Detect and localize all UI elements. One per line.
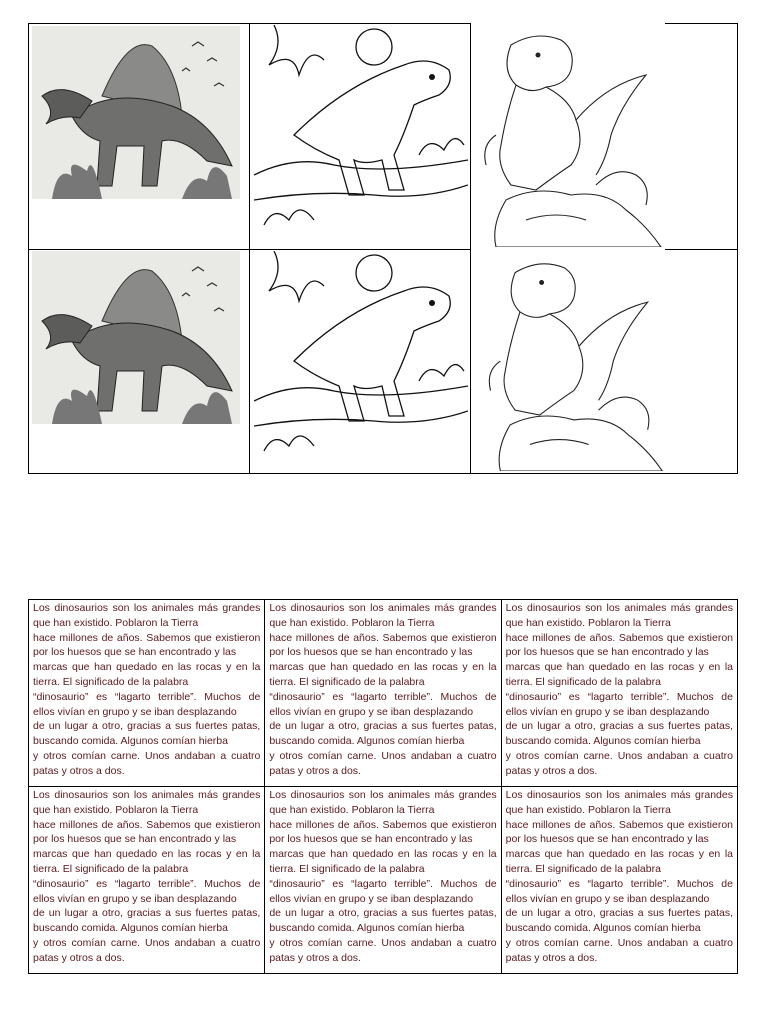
grid-border-top-left	[28, 23, 249, 24]
text-cell	[501, 787, 737, 974]
paragraph-line: marcas que han quedado en las rocas y en la tierra. El significado de la palabra	[33, 848, 261, 875]
paragraph-line: de un lugar a otro, gracias a sus fuertes patas, buscando comida. Algunos comían hierba	[33, 907, 261, 935]
text-cell	[265, 787, 501, 974]
paragraph-line: Los dinosaurios son los animales más grandes que han existido. Poblaron la Tierra	[505, 789, 733, 816]
paragraph-line: hace millones de años. Sabemos que existieron por los huesos que se han encontrado y las	[269, 818, 497, 846]
paragraph-line: “dinosaurio” es “lagarto terrible”. Muchos de ellos vivían en grupo y se iban desplazando	[505, 877, 733, 905]
text-cell	[29, 600, 265, 787]
paragraph-line: de un lugar a otro, gracias a sus fuertes patas, buscando comida. Algunos comían hierba	[269, 907, 497, 935]
text-cell	[29, 787, 265, 974]
carnotaurus-coloring-image	[476, 25, 666, 247]
dinosaur-image-grid	[28, 23, 738, 474]
spinosaurus-image	[32, 251, 240, 424]
paragraph-line: y otros comían carne. Unos andaban a cuatro patas y otros a dos.	[33, 749, 261, 777]
grid-divider-2	[470, 23, 471, 474]
paragraph-line: y otros comían carne. Unos andaban a cuatro patas y otros a dos.	[269, 936, 497, 964]
paragraph-line: marcas que han quedado en las rocas y en la tierra. El significado de la palabra	[33, 661, 261, 688]
paragraph-line: hace millones de años. Sabemos que existieron por los huesos que se han encontrado y las	[33, 631, 261, 659]
spinosaurus-image	[32, 26, 240, 199]
paragraph-line: “dinosaurio” es “lagarto terrible”. Muchos de ellos vivían en grupo y se iban desplazando	[269, 690, 497, 718]
text-cell	[501, 600, 737, 787]
paragraph-line: “dinosaurio” es “lagarto terrible”. Muchos de ellos vivían en grupo y se iban desplazando	[33, 690, 261, 718]
paragraph-line: de un lugar a otro, gracias a sus fuertes patas, buscando comida. Algunos comían hierba	[505, 907, 733, 935]
paragraph-line: y otros comían carne. Unos andaban a cuatro patas y otros a dos.	[33, 936, 261, 964]
paragraph-line: y otros comían carne. Unos andaban a cuatro patas y otros a dos.	[269, 749, 497, 777]
paragraph-line: Los dinosaurios son los animales más grandes que han existido. Poblaron la Tierra	[269, 602, 497, 629]
paragraph-line: “dinosaurio” es “lagarto terrible”. Muchos de ellos vivían en grupo y se iban desplazando	[269, 877, 497, 905]
paragraph-line: marcas que han quedado en las rocas y en la tierra. El significado de la palabra	[269, 848, 497, 875]
paragraph-line: hace millones de años. Sabemos que existieron por los huesos que se han encontrado y las	[505, 818, 733, 846]
paragraph-line: marcas que han quedado en las rocas y en la tierra. El significado de la palabra	[505, 661, 733, 688]
paragraph-line: de un lugar a otro, gracias a sus fuertes patas, buscando comida. Algunos comían hierba	[269, 720, 497, 748]
grid-row-divider-right	[665, 249, 738, 250]
trex-coloring-image	[254, 251, 468, 469]
paragraph-line: de un lugar a otro, gracias a sus fuertes patas, buscando comida. Algunos comían hierba	[505, 720, 733, 748]
carnotaurus-coloring-image	[476, 253, 672, 471]
grid-border-top-mid	[249, 23, 470, 24]
paragraph-line: hace millones de años. Sabemos que existieron por los huesos que se han encontrado y las	[505, 631, 733, 659]
grid-border-top-right	[665, 23, 738, 24]
paragraph-line: marcas que han quedado en las rocas y en la tierra. El significado de la palabra	[505, 848, 733, 875]
paragraph-line: Los dinosaurios son los animales más grandes que han existido. Poblaron la Tierra	[33, 602, 261, 629]
paragraph-line: hace millones de años. Sabemos que existieron por los huesos que se han encontrado y las	[33, 818, 261, 846]
paragraph-line: “dinosaurio” es “lagarto terrible”. Muchos de ellos vivían en grupo y se iban desplazando	[505, 690, 733, 718]
paragraph-line: “dinosaurio” es “lagarto terrible”. Muchos de ellos vivían en grupo y se iban desplazando	[33, 877, 261, 905]
paragraph-line: hace millones de años. Sabemos que existieron por los huesos que se han encontrado y las	[269, 631, 497, 659]
paragraph-line: Los dinosaurios son los animales más grandes que han existido. Poblaron la Tierra	[33, 789, 261, 816]
trex-coloring-image	[254, 25, 468, 243]
grid-row-divider-mid	[249, 249, 470, 250]
paragraph-line: Los dinosaurios son los animales más grandes que han existido. Poblaron la Tierra	[269, 789, 497, 816]
grid-border-bottom	[28, 473, 738, 474]
paragraph-line: y otros comían carne. Unos andaban a cuatro patas y otros a dos.	[505, 936, 733, 964]
text-row	[29, 787, 738, 974]
text-cell	[265, 600, 501, 787]
grid-row-divider-left	[28, 249, 249, 250]
dinosaur-text-grid	[28, 599, 738, 974]
text-row	[29, 600, 738, 787]
paragraph-line: y otros comían carne. Unos andaban a cuatro patas y otros a dos.	[505, 749, 733, 777]
paragraph-line: de un lugar a otro, gracias a sus fuertes patas, buscando comida. Algunos comían hierba	[33, 720, 261, 748]
paragraph-line: Los dinosaurios son los animales más grandes que han existido. Poblaron la Tierra	[505, 602, 733, 629]
paragraph-line: marcas que han quedado en las rocas y en la tierra. El significado de la palabra	[269, 661, 497, 688]
